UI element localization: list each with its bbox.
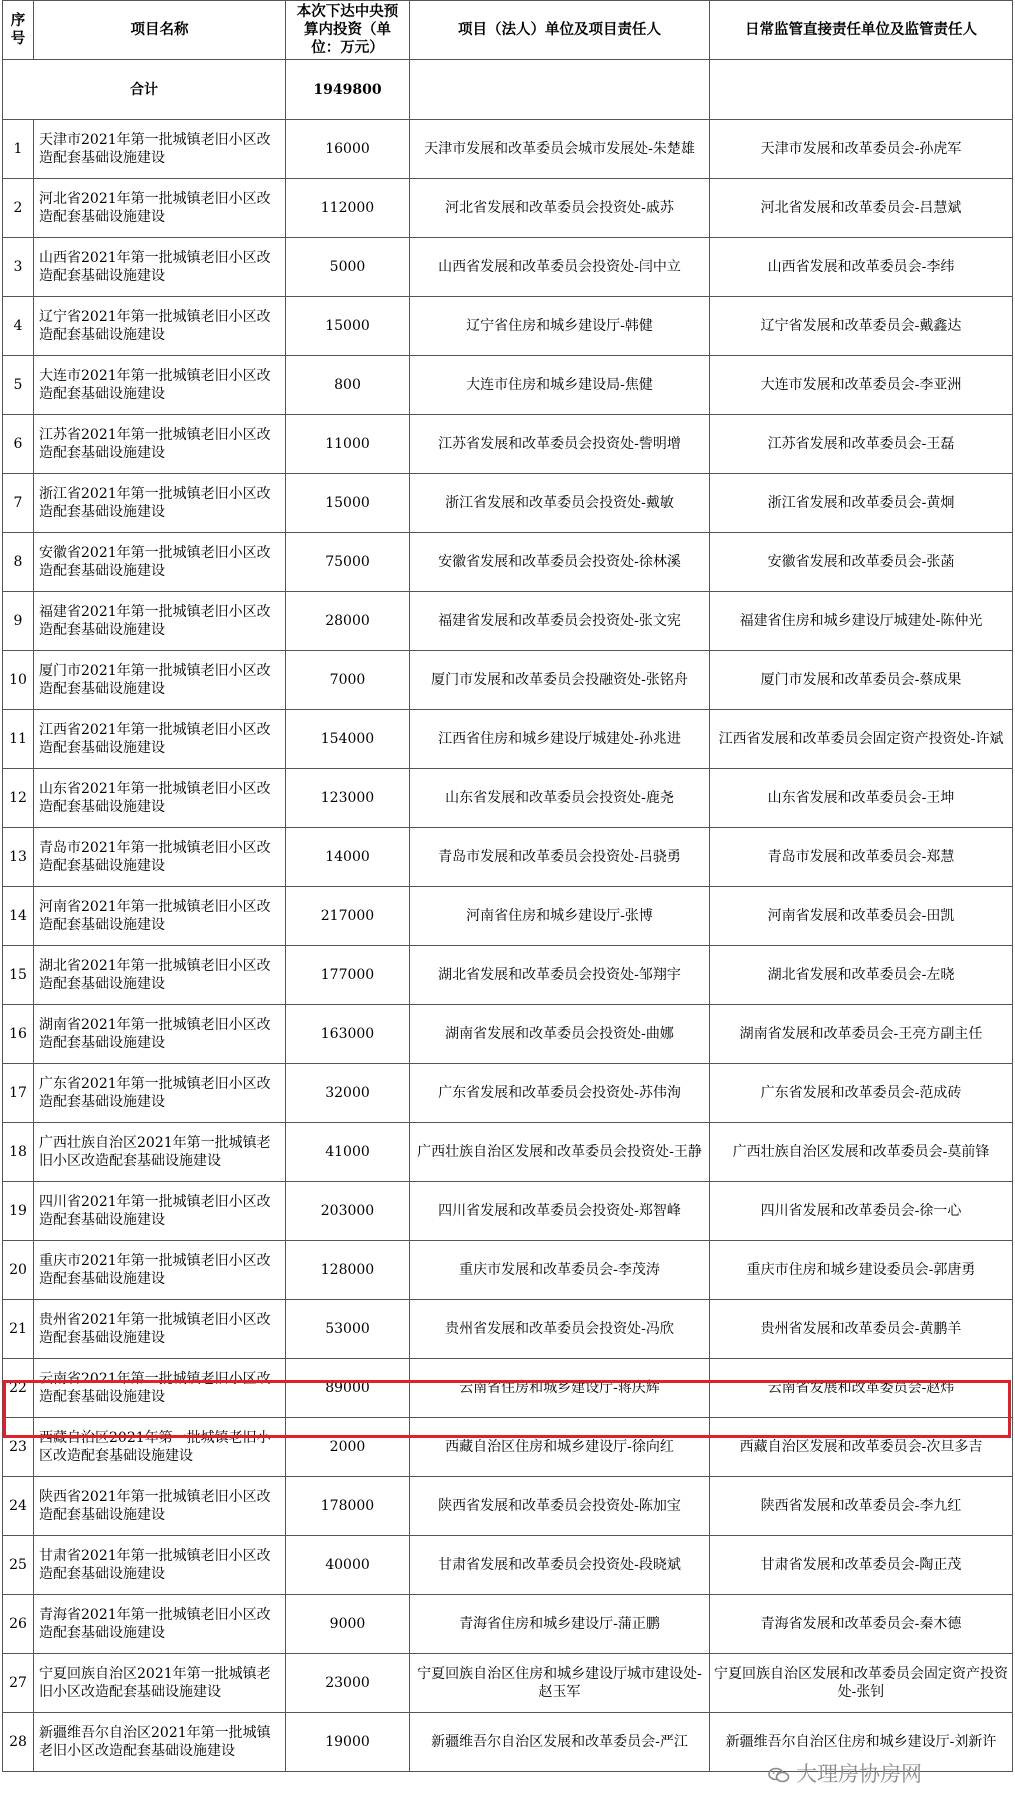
header-idx: 序号 — [3, 1, 34, 60]
row-supervisor: 福建省住房和城乡建设厅城建处-陈仲光 — [710, 592, 1013, 651]
row-supervisor: 陕西省发展和改革委员会-李九红 — [710, 1477, 1013, 1536]
row-amount: 154000 — [286, 710, 410, 769]
row-amount: 75000 — [286, 533, 410, 592]
row-legal: 浙江省发展和改革委员会投资处-戴敏 — [410, 474, 710, 533]
row-supervisor: 湖北省发展和改革委员会-左晓 — [710, 946, 1013, 1005]
row-amount: 177000 — [286, 946, 410, 1005]
row-idx: 22 — [3, 1359, 34, 1418]
row-name: 新疆维吾尔自治区2021年第一批城镇老旧小区改造配套基础设施建设 — [34, 1713, 286, 1772]
row-name: 贵州省2021年第一批城镇老旧小区改造配套基础设施建设 — [34, 1300, 286, 1359]
row-legal: 贵州省发展和改革委员会投资处-冯欣 — [410, 1300, 710, 1359]
row-name: 山东省2021年第一批城镇老旧小区改造配套基础设施建设 — [34, 769, 286, 828]
row-amount: 5000 — [286, 238, 410, 297]
row-supervisor: 新疆维吾尔自治区住房和城乡建设厅-刘新许 — [710, 1713, 1013, 1772]
row-legal: 甘肃省发展和改革委员会投资处-段晓斌 — [410, 1536, 710, 1595]
row-idx: 1 — [3, 120, 34, 179]
row-idx: 3 — [3, 238, 34, 297]
row-supervisor: 河北省发展和改革委员会-吕慧斌 — [710, 179, 1013, 238]
row-amount: 178000 — [286, 1477, 410, 1536]
row-legal: 河南省住房和城乡建设厅-张博 — [410, 887, 710, 946]
table-row — [3, 415, 1013, 474]
row-supervisor: 贵州省发展和改革委员会-黄鹏羊 — [710, 1300, 1013, 1359]
row-name: 甘肃省2021年第一批城镇老旧小区改造配套基础设施建设 — [34, 1536, 286, 1595]
row-supervisor: 山西省发展和改革委员会-李纬 — [710, 238, 1013, 297]
row-name: 云南省2021年第一批城镇老旧小区改造配套基础设施建设 — [34, 1359, 286, 1418]
row-idx: 21 — [3, 1300, 34, 1359]
table-row — [3, 1477, 1013, 1536]
row-idx: 19 — [3, 1182, 34, 1241]
table-row — [3, 946, 1013, 1005]
row-legal: 新疆维吾尔自治区发展和改革委员会-严江 — [410, 1713, 710, 1772]
watermark-text: 大理房协房网 — [796, 1762, 922, 1786]
row-name: 青岛市2021年第一批城镇老旧小区改造配套基础设施建设 — [34, 828, 286, 887]
table-row — [3, 1241, 1013, 1300]
row-amount: 53000 — [286, 1300, 410, 1359]
row-name: 河南省2021年第一批城镇老旧小区改造配套基础设施建设 — [34, 887, 286, 946]
row-amount: 32000 — [286, 1064, 410, 1123]
row-amount: 41000 — [286, 1123, 410, 1182]
table-row — [3, 710, 1013, 769]
watermark — [768, 1758, 922, 1788]
row-idx: 18 — [3, 1123, 34, 1182]
row-idx: 2 — [3, 179, 34, 238]
row-amount: 800 — [286, 356, 410, 415]
row-idx: 4 — [3, 297, 34, 356]
row-idx: 20 — [3, 1241, 34, 1300]
row-amount: 40000 — [286, 1536, 410, 1595]
row-legal: 天津市发展和改革委员会城市发展处-朱楚雄 — [410, 120, 710, 179]
row-supervisor: 甘肃省发展和改革委员会-陶正茂 — [710, 1536, 1013, 1595]
row-name: 大连市2021年第一批城镇老旧小区改造配套基础设施建设 — [34, 356, 286, 415]
row-legal: 宁夏回族自治区住房和城乡建设厅城市建设处-赵玉军 — [410, 1654, 710, 1713]
row-amount: 163000 — [286, 1005, 410, 1064]
row-name: 江苏省2021年第一批城镇老旧小区改造配套基础设施建设 — [34, 415, 286, 474]
row-supervisor: 厦门市发展和改革委员会-蔡成果 — [710, 651, 1013, 710]
header-name: 项目名称 — [34, 1, 286, 60]
table-row — [3, 297, 1013, 356]
table-row — [3, 592, 1013, 651]
row-supervisor: 青岛市发展和改革委员会-郑慧 — [710, 828, 1013, 887]
row-legal: 湖北省发展和改革委员会投资处-邹翔宇 — [410, 946, 710, 1005]
header-legal: 项目（法人）单位及项目责任人 — [410, 1, 710, 60]
row-supervisor: 宁夏回族自治区发展和改革委员会固定资产投资处-张钊 — [710, 1654, 1013, 1713]
row-idx: 25 — [3, 1536, 34, 1595]
row-legal: 辽宁省住房和城乡建设厅-韩健 — [410, 297, 710, 356]
table-row — [3, 1064, 1013, 1123]
row-legal: 安徽省发展和改革委员会投资处-徐林溪 — [410, 533, 710, 592]
table-row — [3, 1005, 1013, 1064]
row-amount: 15000 — [286, 297, 410, 356]
row-idx: 23 — [3, 1418, 34, 1477]
row-amount: 112000 — [286, 179, 410, 238]
row-legal: 陕西省发展和改革委员会投资处-陈加宝 — [410, 1477, 710, 1536]
row-legal: 青岛市发展和改革委员会投资处-吕骁勇 — [410, 828, 710, 887]
row-legal: 青海省住房和城乡建设厅-蒲正鹏 — [410, 1595, 710, 1654]
row-legal: 河北省发展和改革委员会投资处-戚苏 — [410, 179, 710, 238]
row-amount: 2000 — [286, 1418, 410, 1477]
row-amount: 7000 — [286, 651, 410, 710]
row-supervisor: 西藏自治区发展和改革委员会-次旦多吉 — [710, 1418, 1013, 1477]
row-legal: 大连市住房和城乡建设局-焦健 — [410, 356, 710, 415]
total-label: 合计 — [3, 60, 286, 120]
row-supervisor: 云南省发展和改革委员会-赵炜 — [710, 1359, 1013, 1418]
row-idx: 9 — [3, 592, 34, 651]
row-legal: 广西壮族自治区发展和改革委员会投资处-王静 — [410, 1123, 710, 1182]
table-row — [3, 356, 1013, 415]
table-row — [3, 887, 1013, 946]
row-idx: 16 — [3, 1005, 34, 1064]
row-idx: 5 — [3, 356, 34, 415]
row-name: 广东省2021年第一批城镇老旧小区改造配套基础设施建设 — [34, 1064, 286, 1123]
total-amount: 1949800 — [286, 60, 410, 120]
row-name: 青海省2021年第一批城镇老旧小区改造配套基础设施建设 — [34, 1595, 286, 1654]
row-legal: 广东省发展和改革委员会投资处-苏伟洵 — [410, 1064, 710, 1123]
row-idx: 8 — [3, 533, 34, 592]
row-legal: 江西省住房和城乡建设厅城建处-孙兆进 — [410, 710, 710, 769]
table-row — [3, 533, 1013, 592]
table-row — [3, 474, 1013, 533]
total-legal-empty — [410, 60, 710, 120]
row-name: 四川省2021年第一批城镇老旧小区改造配套基础设施建设 — [34, 1182, 286, 1241]
row-supervisor: 江西省发展和改革委员会固定资产投资处-许斌 — [710, 710, 1013, 769]
row-name: 湖北省2021年第一批城镇老旧小区改造配套基础设施建设 — [34, 946, 286, 1005]
row-supervisor: 四川省发展和改革委员会-徐一心 — [710, 1182, 1013, 1241]
row-amount: 16000 — [286, 120, 410, 179]
row-legal: 厦门市发展和改革委员会投融资处-张铭舟 — [410, 651, 710, 710]
wechat-icon — [768, 1767, 790, 1783]
row-idx: 15 — [3, 946, 34, 1005]
row-idx: 7 — [3, 474, 34, 533]
row-idx: 14 — [3, 887, 34, 946]
row-legal: 山东省发展和改革委员会投资处-鹿尧 — [410, 769, 710, 828]
row-amount: 217000 — [286, 887, 410, 946]
row-name: 山西省2021年第一批城镇老旧小区改造配套基础设施建设 — [34, 238, 286, 297]
table-row — [3, 120, 1013, 179]
row-name: 西藏自治区2021年第一批城镇老旧小区改造配套基础设施建设 — [34, 1418, 286, 1477]
table-row — [3, 1300, 1013, 1359]
row-name: 福建省2021年第一批城镇老旧小区改造配套基础设施建设 — [34, 592, 286, 651]
table-row — [3, 1654, 1013, 1713]
row-supervisor: 江苏省发展和改革委员会-王磊 — [710, 415, 1013, 474]
row-legal: 江苏省发展和改革委员会投资处-訾明增 — [410, 415, 710, 474]
row-legal: 湖南省发展和改革委员会投资处-曲娜 — [410, 1005, 710, 1064]
row-idx: 11 — [3, 710, 34, 769]
row-supervisor: 广西壮族自治区发展和改革委员会-莫前锋 — [710, 1123, 1013, 1182]
row-legal: 西藏自治区住房和城乡建设厅-徐向红 — [410, 1418, 710, 1477]
table-row — [3, 1182, 1013, 1241]
table-row — [3, 1123, 1013, 1182]
row-legal: 云南省住房和城乡建设厅-蒋庆辉 — [410, 1359, 710, 1418]
row-supervisor: 辽宁省发展和改革委员会-戴鑫达 — [710, 297, 1013, 356]
row-supervisor: 大连市发展和改革委员会-李亚洲 — [710, 356, 1013, 415]
row-supervisor: 青海省发展和改革委员会-秦木德 — [710, 1595, 1013, 1654]
table-row — [3, 1536, 1013, 1595]
header-amount: 本次下达中央预算内投资（单位：万元） — [286, 1, 410, 60]
table-row — [3, 1359, 1013, 1418]
table-row — [3, 651, 1013, 710]
row-supervisor: 安徽省发展和改革委员会-张菡 — [710, 533, 1013, 592]
table-row — [3, 179, 1013, 238]
header-row — [3, 1, 1013, 60]
row-amount: 89000 — [286, 1359, 410, 1418]
header-supervisor: 日常监管直接责任单位及监管责任人 — [710, 1, 1013, 60]
row-legal: 重庆市发展和改革委员会-李茂涛 — [410, 1241, 710, 1300]
row-name: 湖南省2021年第一批城镇老旧小区改造配套基础设施建设 — [34, 1005, 286, 1064]
table-row — [3, 769, 1013, 828]
project-table — [2, 0, 1013, 1772]
row-name: 宁夏回族自治区2021年第一批城镇老旧小区改造配套基础设施建设 — [34, 1654, 286, 1713]
row-idx: 17 — [3, 1064, 34, 1123]
row-idx: 27 — [3, 1654, 34, 1713]
row-idx: 24 — [3, 1477, 34, 1536]
table-row — [3, 238, 1013, 297]
row-name: 广西壮族自治区2021年第一批城镇老旧小区改造配套基础设施建设 — [34, 1123, 286, 1182]
row-legal: 福建省发展和改革委员会投资处-张文宪 — [410, 592, 710, 651]
row-name: 河北省2021年第一批城镇老旧小区改造配套基础设施建设 — [34, 179, 286, 238]
row-supervisor: 湖南省发展和改革委员会-王亮方副主任 — [710, 1005, 1013, 1064]
row-amount: 23000 — [286, 1654, 410, 1713]
row-idx: 10 — [3, 651, 34, 710]
row-idx: 12 — [3, 769, 34, 828]
row-name: 陕西省2021年第一批城镇老旧小区改造配套基础设施建设 — [34, 1477, 286, 1536]
row-name: 天津市2021年第一批城镇老旧小区改造配套基础设施建设 — [34, 120, 286, 179]
row-supervisor: 山东省发展和改革委员会-王坤 — [710, 769, 1013, 828]
row-supervisor: 广东省发展和改革委员会-范成砖 — [710, 1064, 1013, 1123]
row-supervisor: 浙江省发展和改革委员会-黄炯 — [710, 474, 1013, 533]
table-row — [3, 1595, 1013, 1654]
row-amount: 19000 — [286, 1713, 410, 1772]
row-legal: 四川省发展和改革委员会投资处-郑智峰 — [410, 1182, 710, 1241]
row-idx: 28 — [3, 1713, 34, 1772]
row-name: 江西省2021年第一批城镇老旧小区改造配套基础设施建设 — [34, 710, 286, 769]
row-supervisor: 河南省发展和改革委员会-田凯 — [710, 887, 1013, 946]
row-amount: 14000 — [286, 828, 410, 887]
row-amount: 15000 — [286, 474, 410, 533]
row-name: 辽宁省2021年第一批城镇老旧小区改造配套基础设施建设 — [34, 297, 286, 356]
row-legal: 山西省发展和改革委员会投资处-闫中立 — [410, 238, 710, 297]
row-name: 重庆市2021年第一批城镇老旧小区改造配套基础设施建设 — [34, 1241, 286, 1300]
table-row — [3, 828, 1013, 887]
row-amount: 9000 — [286, 1595, 410, 1654]
row-idx: 6 — [3, 415, 34, 474]
row-amount: 123000 — [286, 769, 410, 828]
row-idx: 26 — [3, 1595, 34, 1654]
row-supervisor: 天津市发展和改革委员会-孙虎军 — [710, 120, 1013, 179]
row-name: 厦门市2021年第一批城镇老旧小区改造配套基础设施建设 — [34, 651, 286, 710]
row-amount: 203000 — [286, 1182, 410, 1241]
row-idx: 13 — [3, 828, 34, 887]
row-amount: 128000 — [286, 1241, 410, 1300]
table-row — [3, 1418, 1013, 1477]
total-supervisor-empty — [710, 60, 1013, 120]
row-amount: 11000 — [286, 415, 410, 474]
row-name: 安徽省2021年第一批城镇老旧小区改造配套基础设施建设 — [34, 533, 286, 592]
row-amount: 28000 — [286, 592, 410, 651]
row-supervisor: 重庆市住房和城乡建设委员会-郭唐勇 — [710, 1241, 1013, 1300]
row-name: 浙江省2021年第一批城镇老旧小区改造配套基础设施建设 — [34, 474, 286, 533]
total-row — [3, 60, 1013, 120]
